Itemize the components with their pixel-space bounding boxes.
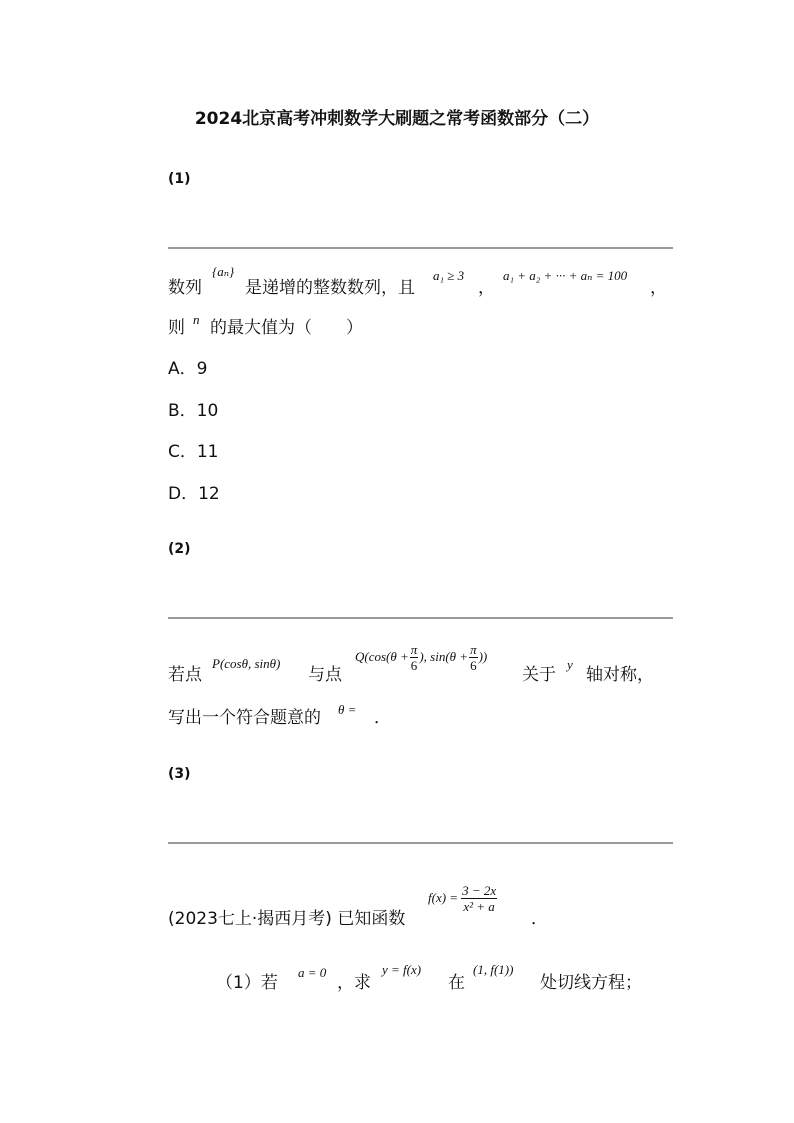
question-2-text-a: 若点 xyxy=(168,665,202,685)
math-theta: θ = xyxy=(338,702,357,717)
question-2-text-b: 与点 xyxy=(308,665,342,685)
math-y: y xyxy=(567,657,573,672)
question-1-text-c: 则 xyxy=(168,318,185,338)
math-fraction: $\frac{\pi}{6}$ xyxy=(410,641,418,673)
sub-question-1-text-b: ，求 xyxy=(337,973,371,993)
sub-question-1-text-d: 处切线方程； xyxy=(540,973,642,993)
math-y-equals-fx: y = f(x) xyxy=(382,962,422,977)
question-number-1: (1) xyxy=(168,171,191,187)
question-2-text-d: 轴对称， xyxy=(586,665,654,685)
option-a: A．9 xyxy=(168,359,208,379)
question-2-text-e: 写出一个符合题意的 xyxy=(168,708,321,728)
math-function-f: f(x) = $\frac{3 - 2x}{\text{x² + a}}$ xyxy=(428,882,497,914)
option-b: B．10 xyxy=(168,401,219,421)
comma: ， xyxy=(478,278,495,298)
question-number-2: (2) xyxy=(168,541,191,557)
question-2-text-c: 关于 xyxy=(522,665,556,685)
question-3-text-end: ． xyxy=(531,909,548,929)
question-number-3: (3) xyxy=(168,766,191,782)
divider xyxy=(168,617,673,619)
math-fraction: $\frac{\pi}{6}$ xyxy=(470,641,477,673)
math-a1-condition: a₁ ≥ 3 xyxy=(433,268,465,283)
sub-question-1-label: （1）若 xyxy=(216,973,278,993)
math-fraction: $\frac{3 - 2x}{\text{x² + a}}$ xyxy=(462,882,497,914)
question-1-text-d: 的最大值为（ ） xyxy=(210,318,363,338)
divider xyxy=(168,842,673,844)
sub-question-1-text-c: 在 xyxy=(448,973,465,993)
math-n: n xyxy=(193,312,200,327)
question-2-text-f: ． xyxy=(374,708,391,728)
math-sequence: {aₙ} xyxy=(212,264,235,279)
math-sum-condition: a₁ + a₂ + ··· + aₙ = 100 xyxy=(503,268,628,283)
divider xyxy=(168,247,673,249)
page-title: 2024北京高考冲刺数学大刷题之常考函数部分（二） xyxy=(194,109,600,129)
math-a-zero: a = 0 xyxy=(298,965,327,980)
option-c: C．11 xyxy=(168,442,219,462)
option-d: D．12 xyxy=(168,484,220,504)
math-point: (1, f(1)) xyxy=(473,962,514,977)
question-1-text-b: 是递增的整数数列，且 xyxy=(245,278,415,298)
math-point-q: Q(cos(θ + $\frac{\pi}{6}$ ), sin(θ + $\frac{\pi}{6}$ )) xyxy=(355,641,488,673)
math-point-p: P(cosθ, sinθ) xyxy=(212,656,281,671)
question-1-text-a: 数列 xyxy=(168,278,202,298)
comma: ， xyxy=(650,278,667,298)
question-3-source: (2023七上·揭西月考) 已知函数 xyxy=(168,909,406,929)
